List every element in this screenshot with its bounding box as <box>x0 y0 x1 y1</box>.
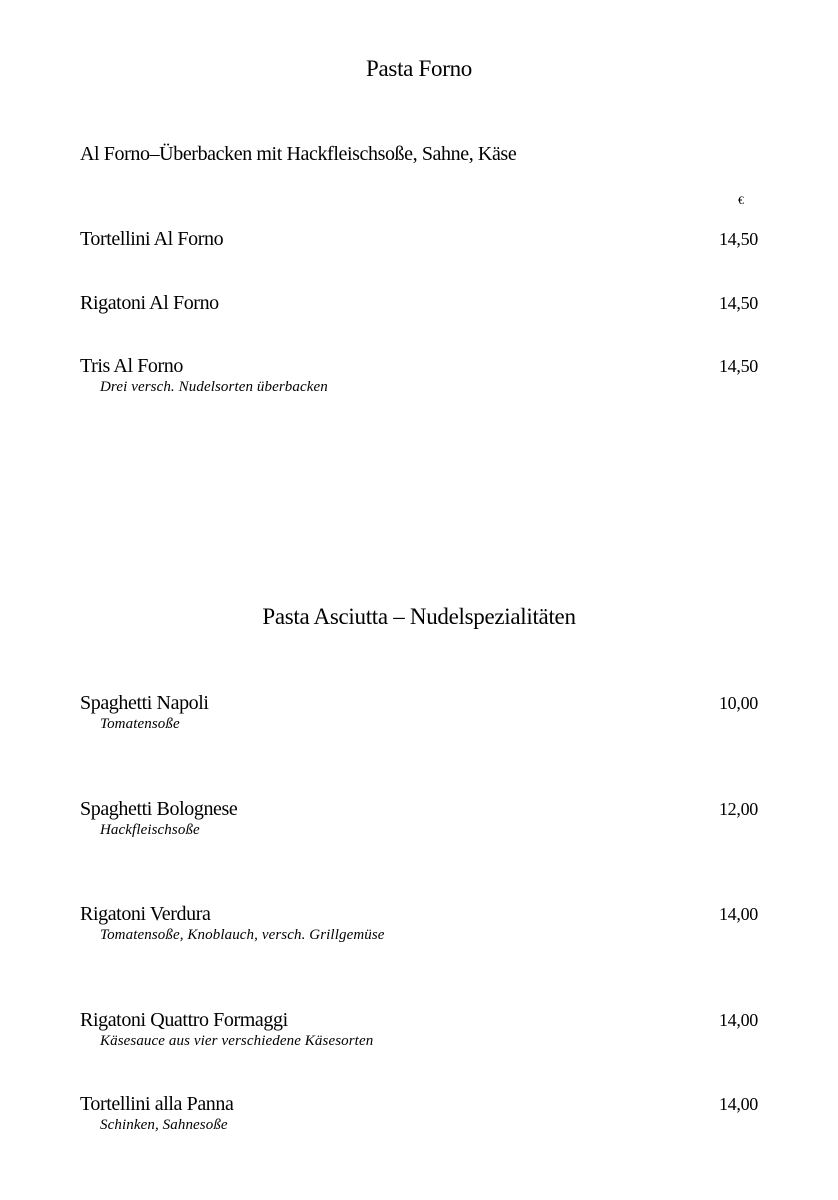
section-title-pasta-asciutta: Pasta Asciutta – Nudelspezialitäten <box>262 604 576 629</box>
item-price: 14,50 <box>718 229 758 249</box>
item-description: Tomatensoße <box>100 716 180 732</box>
menu-item <box>80 1009 758 1050</box>
menu-item <box>80 903 758 944</box>
section-subtitle: Al Forno–Überbacken mit Hackfleischsoße, Sahne, Käse <box>80 143 517 165</box>
menu-item <box>80 692 758 733</box>
item-description: Drei versch. Nudelsorten überbacken <box>100 379 328 395</box>
item-name: Tris Al Forno <box>80 355 183 377</box>
item-price: 14,00 <box>718 904 758 924</box>
item-name: Tortellini alla Panna <box>80 1093 234 1115</box>
item-name: Spaghetti Napoli <box>80 692 209 714</box>
item-price: 14,00 <box>718 1094 758 1114</box>
item-description: Schinken, Sahnesoße <box>100 1117 228 1133</box>
item-price: 14,50 <box>718 293 758 313</box>
item-name: Tortellini Al Forno <box>80 228 224 250</box>
currency-symbol: € <box>738 193 744 207</box>
section-title-pasta-forno: Pasta Forno <box>366 56 472 81</box>
menu-item <box>80 292 758 315</box>
menu-item <box>80 355 758 396</box>
item-name: Rigatoni Quattro Formaggi <box>80 1009 288 1031</box>
item-price: 10,00 <box>718 693 758 713</box>
item-description: Hackfleischsoße <box>100 822 200 838</box>
item-description: Käsesauce aus vier verschiedene Käsesorten <box>100 1033 374 1049</box>
item-price: 12,00 <box>718 799 758 819</box>
item-description: Tomatensoße, Knoblauch, versch. Grillgemüse <box>100 927 385 943</box>
menu-item <box>80 1093 758 1134</box>
item-name: Spaghetti Bolognese <box>80 798 238 820</box>
item-name: Rigatoni Verdura <box>80 903 211 925</box>
menu-item <box>80 228 758 251</box>
item-price: 14,50 <box>718 356 758 376</box>
menu-item <box>80 798 758 839</box>
item-price: 14,00 <box>718 1010 758 1030</box>
item-name: Rigatoni Al Forno <box>80 292 219 314</box>
